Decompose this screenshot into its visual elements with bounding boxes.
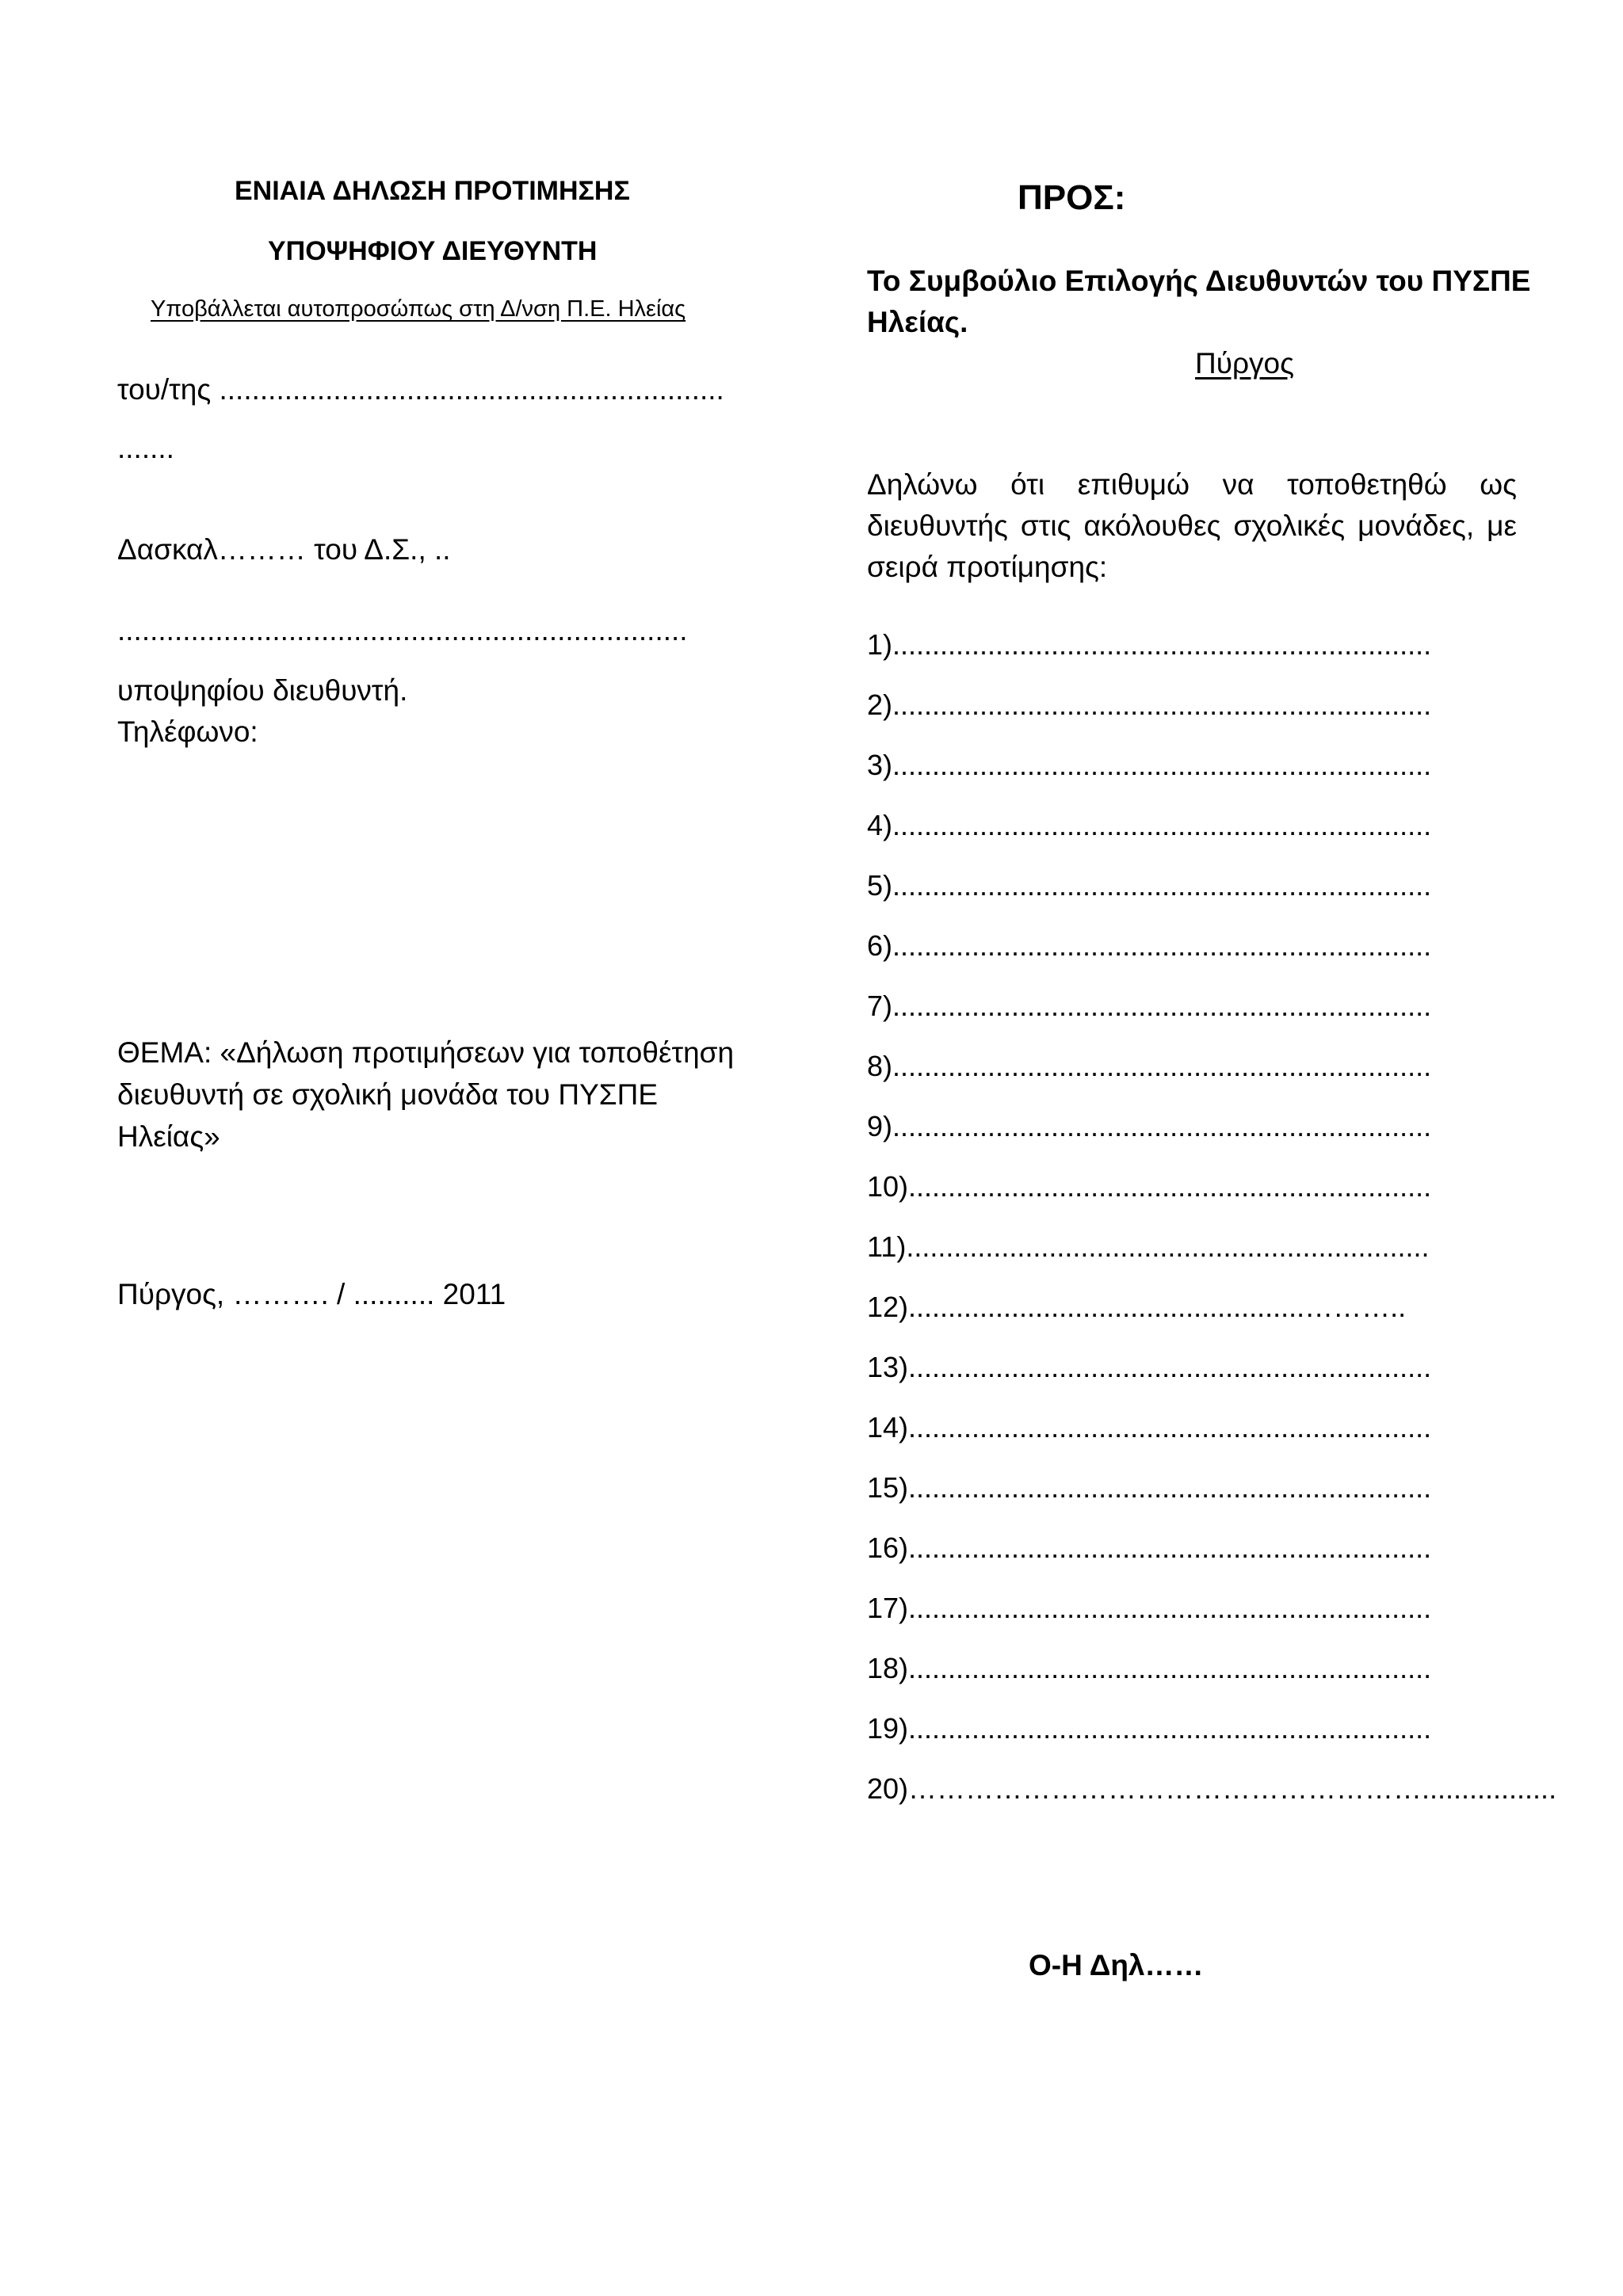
school-name-field[interactable]: ...................................................................... bbox=[117, 614, 688, 646]
preference-field[interactable]: 3).................................................................... bbox=[867, 749, 1432, 781]
preference-field[interactable]: 19).................................................................. bbox=[867, 1712, 1432, 1745]
preference-field[interactable]: 12)..................................................……….. bbox=[867, 1291, 1407, 1323]
recipient-line-2: Ηλείας. bbox=[867, 306, 968, 338]
preference-field[interactable]: 15).................................................................. bbox=[867, 1471, 1432, 1504]
form-title-line-2: ΥΠΟΨΗΦΙΟΥ ΔΙΕΥΘΥΝΤΗ bbox=[268, 236, 598, 266]
preferences-list bbox=[867, 624, 1557, 1829]
candidate-label: υποψηφίου διευθυντή. bbox=[117, 674, 408, 707]
preference-field[interactable]: 13).................................................................. bbox=[867, 1351, 1432, 1383]
preference-field[interactable]: 20)………………………………………………................. bbox=[867, 1772, 1557, 1805]
preference-field[interactable]: 6).................................................................... bbox=[867, 929, 1432, 962]
preference-field[interactable]: 7).................................................................... bbox=[867, 990, 1432, 1022]
preference-field[interactable]: 9).................................................................... bbox=[867, 1110, 1432, 1142]
subject-line-2: διευθυντή σε σχολική μονάδα του ΠΥΣΠΕ bbox=[117, 1078, 659, 1111]
preference-field[interactable]: 5).................................................................... bbox=[867, 869, 1432, 902]
subject-line-1: ΘΕΜΑ: «Δήλωση προτιμήσεων για τοποθέτηση bbox=[117, 1036, 735, 1069]
recipient-city: Πύργος bbox=[1195, 347, 1294, 379]
preference-field[interactable]: 8).................................................................... bbox=[867, 1050, 1432, 1082]
preference-field[interactable]: 14).................................................................. bbox=[867, 1411, 1432, 1444]
preference-field[interactable]: 17).................................................................. bbox=[867, 1592, 1432, 1624]
recipient-heading: ΠΡΟΣ: bbox=[1018, 178, 1126, 217]
recipient-line-1: Το Συμβούλιο Επιλογής Διευθυντών του ΠΥΣΠΕ bbox=[867, 265, 1531, 297]
submission-note: Υποβάλλεται αυτοπροσώπως στη Δ/νση Π.Ε. Ηλείας bbox=[151, 296, 686, 322]
signature-line[interactable]: Ο-Η Δηλ…… bbox=[1029, 1949, 1204, 1981]
applicant-name-field[interactable]: του/της .............................................................. bbox=[117, 373, 724, 406]
date-field[interactable]: Πύργος, ………. / .......... 2011 bbox=[117, 1278, 506, 1310]
preference-field[interactable]: 4).................................................................... bbox=[867, 809, 1432, 841]
subject-line-3: Ηλείας» bbox=[117, 1120, 220, 1153]
preference-field[interactable]: 11).................................................................. bbox=[867, 1230, 1430, 1263]
preference-field[interactable]: 16).................................................................. bbox=[867, 1531, 1432, 1564]
preference-field[interactable]: 10).................................................................. bbox=[867, 1170, 1432, 1203]
teacher-school-field[interactable]: Δασκαλ……… του Δ.Σ., .. bbox=[117, 533, 451, 566]
phone-label: Τηλέφωνο: bbox=[117, 715, 258, 748]
declaration-text: Δηλώνω ότι επιθυμώ να τοποθετηθώ ως διευθυντής στις ακόλουθες σχολικές μονάδες, με σειρά προτίμησης: bbox=[867, 468, 1517, 583]
preference-field[interactable]: 2).................................................................... bbox=[867, 688, 1432, 721]
form-title-line-1: ΕΝΙΑΙΑ ΔΗΛΩΣΗ ΠΡΟΤΙΜΗΣΗΣ bbox=[235, 176, 630, 206]
preference-field[interactable]: 18).................................................................. bbox=[867, 1652, 1432, 1684]
applicant-name-continuation[interactable]: ....... bbox=[117, 432, 174, 464]
preference-field[interactable]: 1).................................................................... bbox=[867, 628, 1432, 661]
